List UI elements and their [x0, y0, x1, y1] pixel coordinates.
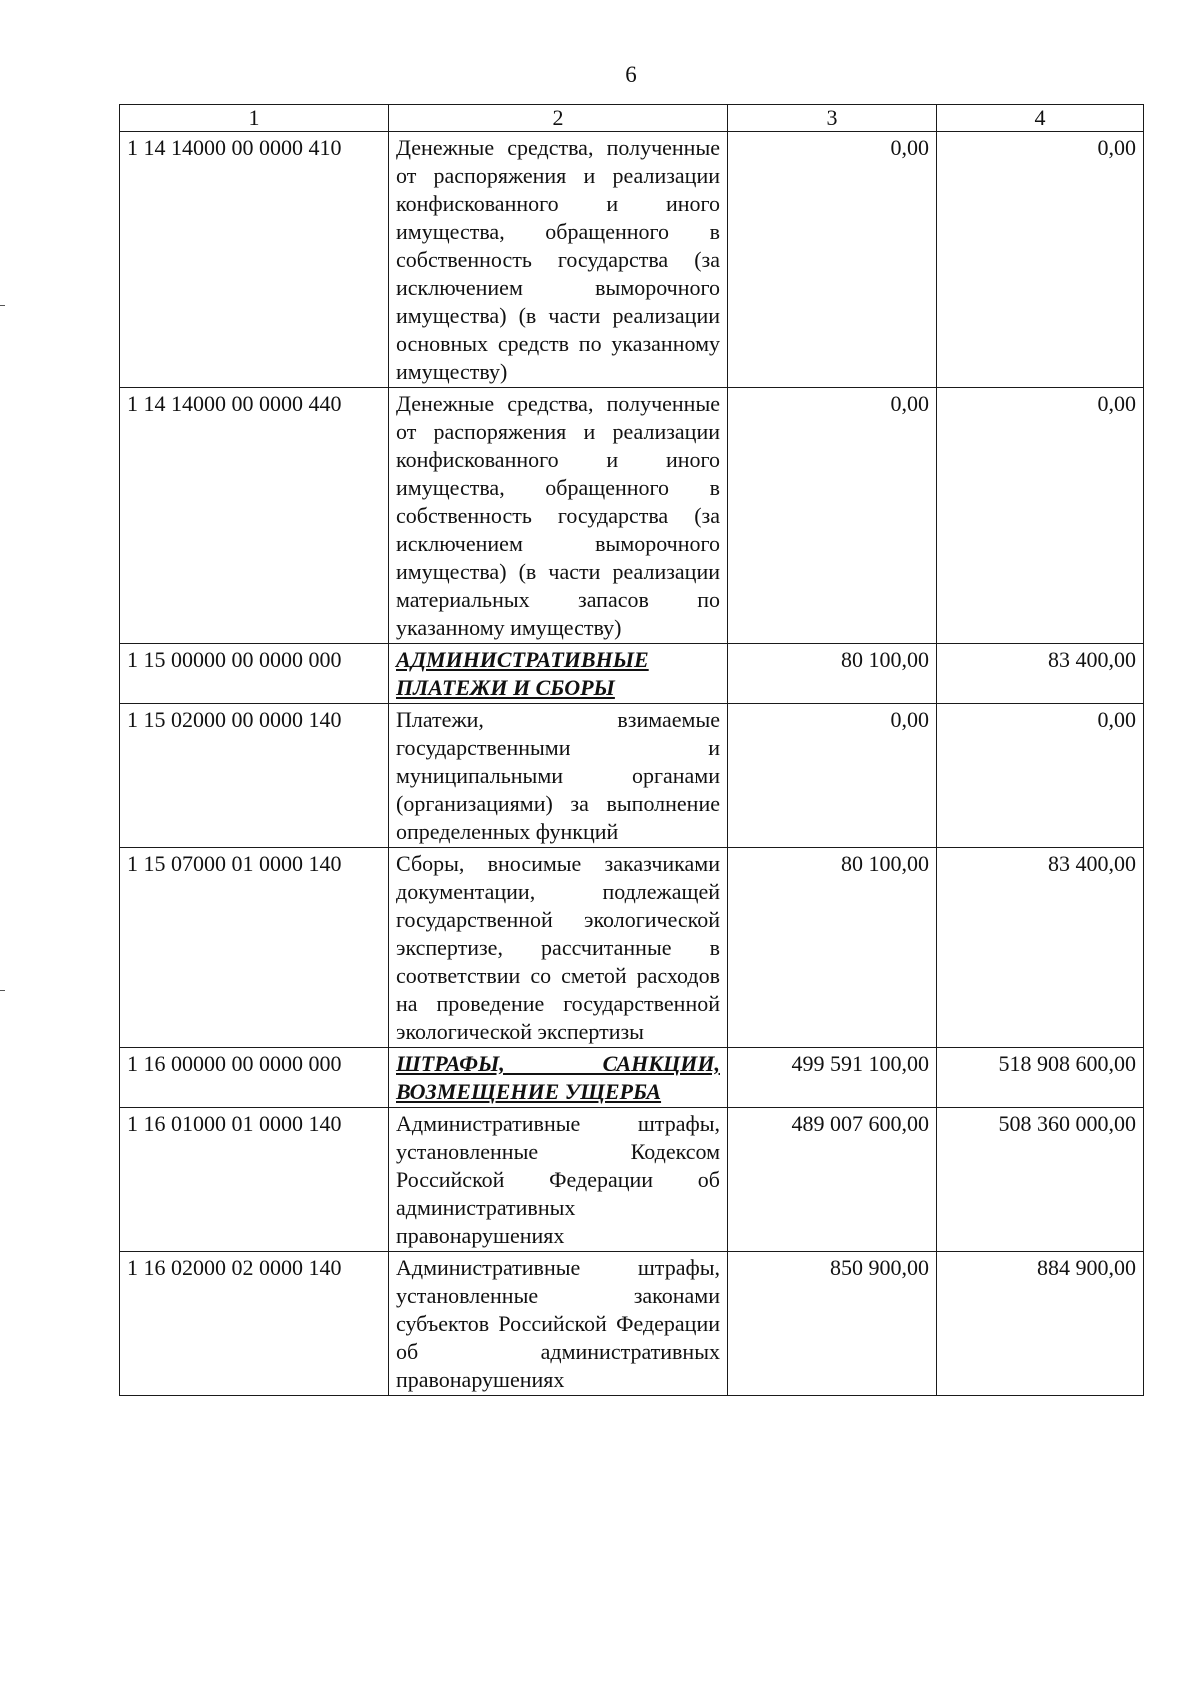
amount-column-4: 518 908 600,00 — [937, 1048, 1144, 1108]
amount-column-3: 80 100,00 — [728, 644, 937, 704]
column-header-4: 4 — [937, 105, 1144, 132]
amount-column-4: 83 400,00 — [937, 644, 1144, 704]
amount-column-3: 850 900,00 — [728, 1252, 937, 1396]
revenue-description: Платежи, взимаемые государственными и муниципальными органами (организациями) за выполнение определенных функций — [389, 704, 728, 848]
table-row — [120, 704, 1144, 848]
table-row — [120, 1108, 1144, 1252]
section-title: АДМИНИСТРАТИВНЫЕ ПЛАТЕЖИ И СБОРЫ — [389, 644, 728, 704]
table-row — [120, 1252, 1144, 1396]
amount-column-3: 499 591 100,00 — [728, 1048, 937, 1108]
budget-code: 1 15 07000 01 0000 140 — [120, 848, 389, 1048]
budget-code: 1 15 00000 00 0000 000 — [120, 644, 389, 704]
budget-code: 1 14 14000 00 0000 410 — [120, 132, 389, 388]
revenue-description: Денежные средства, полученные от распоряжения и реализации конфискованного и иного имущества, обращенного в собственность государства (за исключением выморочного имущества) (в части реализации основных средств по указанному имуществу) — [389, 132, 728, 388]
amount-column-4: 83 400,00 — [937, 848, 1144, 1048]
amount-column-4: 0,00 — [937, 704, 1144, 848]
budget-code: 1 16 00000 00 0000 000 — [120, 1048, 389, 1108]
page-number: 6 — [625, 62, 637, 87]
budget-code: 1 16 02000 02 0000 140 — [120, 1252, 389, 1396]
column-header-3: 3 — [728, 105, 937, 132]
amount-column-4: 0,00 — [937, 388, 1144, 644]
amount-column-3: 0,00 — [728, 388, 937, 644]
table-header-row — [120, 105, 1144, 132]
revenue-description: Административные штрафы, установленные Кодексом Российской Федерации об административных правонарушениях — [389, 1108, 728, 1252]
amount-column-4: 508 360 000,00 — [937, 1108, 1144, 1252]
table-row — [120, 388, 1144, 644]
column-header-1: 1 — [120, 105, 389, 132]
table-row-section — [120, 644, 1144, 704]
budget-code: 1 16 01000 01 0000 140 — [120, 1108, 389, 1252]
table-row-section — [120, 1048, 1144, 1108]
revenue-description: Сборы, вносимые заказчиками документации, подлежащей государственной экологической экспертизе, рассчитанные в соответствии со сметой расходов на проведение государственной экологической экспертизы — [389, 848, 728, 1048]
amount-column-3: 489 007 600,00 — [728, 1108, 937, 1252]
amount-column-4: 0,00 — [937, 132, 1144, 388]
budget-code: 1 15 02000 00 0000 140 — [120, 704, 389, 848]
revenue-description: Административные штрафы, установленные законами субъектов Российской Федерации об административных правонарушениях — [389, 1252, 728, 1396]
table-row — [120, 132, 1144, 388]
binding-mark — [0, 990, 5, 991]
amount-column-3: 0,00 — [728, 132, 937, 388]
table-row — [120, 848, 1144, 1048]
section-title: ШТРАФЫ, САНКЦИИ, ВОЗМЕЩЕНИЕ УЩЕРБА — [389, 1048, 728, 1108]
amount-column-4: 884 900,00 — [937, 1252, 1144, 1396]
amount-column-3: 80 100,00 — [728, 848, 937, 1048]
revenue-description: Денежные средства, полученные от распоряжения и реализации конфискованного и иного имущества, обращенного в собственность государства (за исключением выморочного имущества) (в части реализации материальных запасов по указанному имуществу) — [389, 388, 728, 644]
amount-column-3: 0,00 — [728, 704, 937, 848]
binding-mark — [0, 305, 5, 306]
revenue-table — [119, 104, 1144, 1396]
budget-code: 1 14 14000 00 0000 440 — [120, 388, 389, 644]
column-header-2: 2 — [389, 105, 728, 132]
